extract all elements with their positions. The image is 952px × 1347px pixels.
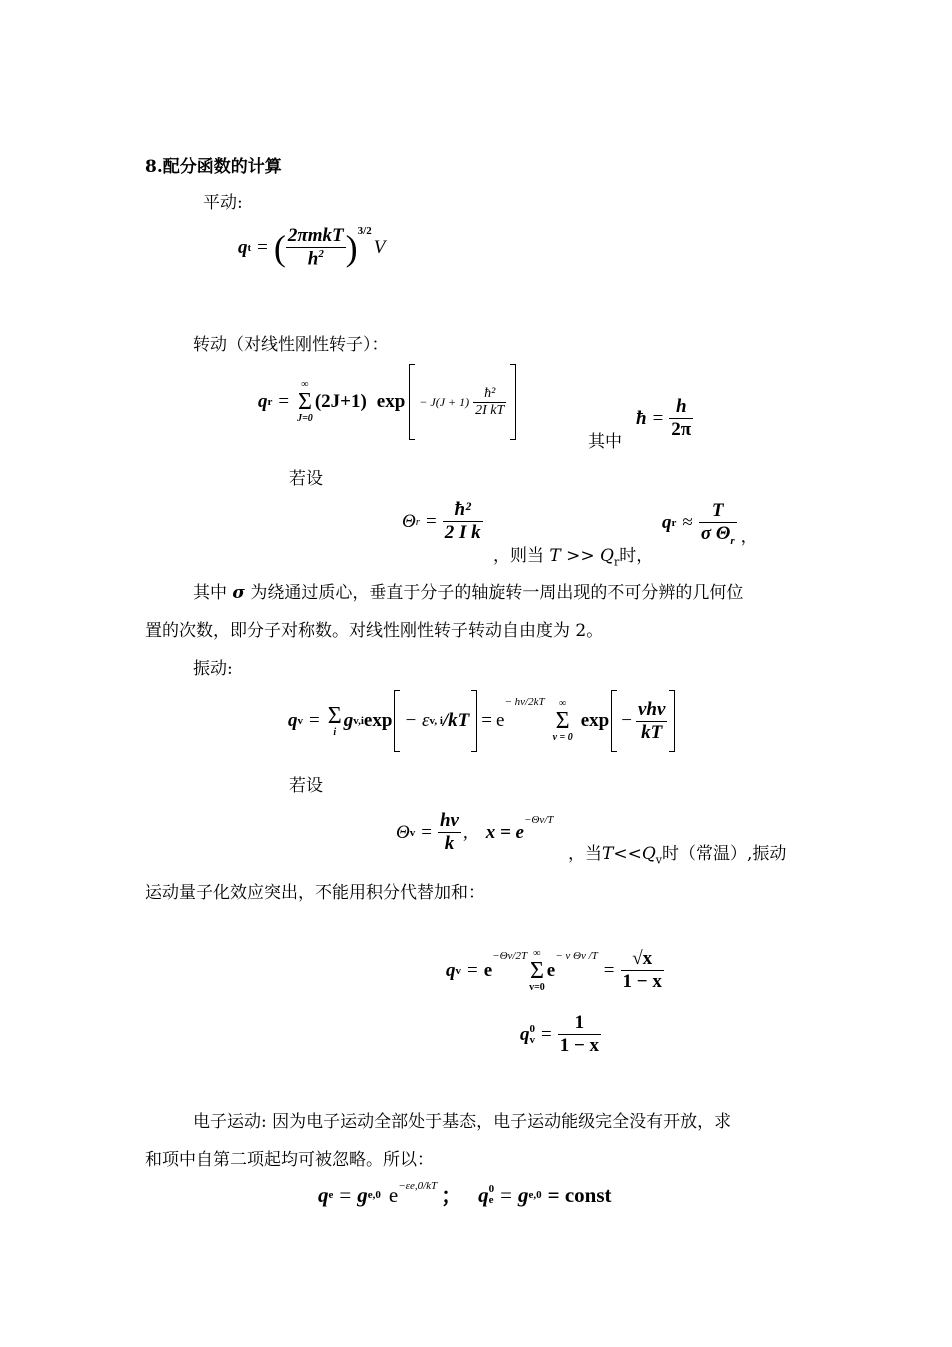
kT: /kT [442, 710, 470, 731]
g-sub: v,i [353, 715, 364, 727]
g-sub: e,0 [367, 1189, 381, 1201]
approx-den-sub: r [730, 534, 735, 547]
paragraph-line: 置的次数，即分子对称数。对线性刚性转子转动自由度为 2。 [145, 621, 604, 641]
e-exponent: − v Θv /T [555, 950, 598, 962]
e-exponent: − hv/2kT [504, 696, 545, 708]
q-symbol: q [238, 236, 248, 258]
paragraph-line: 和项中自第二项起均可被忽略。所以： [145, 1150, 434, 1170]
sigma-symbol: σ [232, 583, 245, 603]
sum-bottom: v=0 [529, 981, 545, 993]
translation-label: 平动: [203, 193, 243, 213]
g-symbol: g [343, 710, 354, 731]
one-minus-x: 1 − x [559, 1035, 600, 1056]
q-symbol: q [478, 1182, 489, 1207]
cond-Q: Q [641, 844, 656, 864]
suppose-label: 若设 [289, 469, 323, 489]
q-sup: 0 [529, 1022, 535, 1035]
x-definition: x = e [485, 821, 524, 843]
exp-label: exp [363, 710, 393, 731]
theta-symbol: Θ [402, 510, 416, 532]
cond-T: T [602, 844, 614, 864]
cond-text: 时（常温）,振动 [662, 844, 787, 864]
vibration-sum-formula: q v = e $^{-\Theta v/2T}$ ∞ Σ v=0 e $^{- v \Theta v /T}$ = $\frac{√x}{1 - x}$ [446, 947, 662, 993]
cond-sub: v [655, 853, 662, 867]
one: 1 [558, 1012, 601, 1035]
e-symbol: e [546, 959, 556, 981]
hbar-definition: ħ = $\frac{h}{2\pi}$ [636, 396, 692, 440]
right-bracket [510, 364, 516, 440]
q-symbol: q [520, 1023, 530, 1045]
g-sub: e,0 [528, 1189, 542, 1201]
qr-approximation: q r ≈ $\frac{T}{\sigma \Theta_r}$ ， [662, 500, 758, 547]
sum-top: ∞ [559, 698, 567, 709]
e-symbol: e [388, 1182, 399, 1207]
theta-symbol: Θ [396, 821, 410, 843]
e-exponent: −Θv/2T [492, 950, 528, 962]
q-symbol: q [662, 512, 672, 534]
sum-operator: ∞ Σ v=0 [529, 947, 545, 993]
den-exp: 2 [318, 248, 324, 260]
cond-when: 时， [619, 546, 654, 566]
sum-top: ∞ [533, 947, 541, 959]
vibration-condition [568, 839, 786, 866]
cond-op: >> [560, 546, 601, 566]
left-bracket [611, 690, 617, 752]
q-sub: e [488, 1194, 494, 1206]
cond-text: ，当 [568, 844, 602, 864]
q-sub: r [671, 517, 677, 530]
where-label: 其中 [588, 432, 622, 452]
rotation-condition [493, 541, 653, 568]
left-bracket [409, 364, 415, 440]
theta-num: ħ² [443, 499, 483, 522]
arg-denominator: 2I kT [475, 402, 505, 418]
q-sub: v [529, 1033, 535, 1046]
denominator: h [307, 248, 319, 270]
left-paren: ( [273, 227, 286, 268]
one-minus-x: 1 − x [622, 971, 662, 992]
degeneracy-term: (2J+1) [314, 391, 367, 412]
epsilon-sub: v, i [429, 715, 443, 727]
theta-num: hv [439, 810, 459, 831]
sum-operator: ∞ Σ J=0 [297, 379, 313, 424]
translation-formula: q t = ( $\frac{\text{2πmkT}}{h^2}$ ) $^{3/2}$ V [238, 225, 386, 270]
arg-numerator: ħ² [473, 386, 506, 403]
e-symbol: e [496, 710, 505, 731]
sum-operator: ∞ Σ v = 0 [552, 698, 573, 743]
epsilon: − ε [404, 710, 430, 731]
q-sub: v [297, 715, 303, 727]
right-bracket [471, 690, 477, 752]
theta-sub: v [409, 826, 416, 839]
cond-T: T [549, 546, 561, 566]
e-symbol: e [483, 959, 493, 981]
approx-num: T [699, 500, 737, 523]
q-symbol: q [318, 1182, 329, 1207]
arg-prefix: − J(J + 1) [419, 394, 470, 409]
rotation-formula: q r = ∞ Σ J=0 (2J+1) exp − J(J + 1) $\frac{\text{ħ²}}{\text{2I kT}}$ [258, 364, 516, 440]
numerator: 2πmkT [287, 225, 344, 246]
then-text: ，则当 [493, 546, 544, 566]
hbar-symbol: ħ [636, 407, 647, 429]
paragraph-line: 电子运动: 因为电子运动全部处于基态，电子运动能级完全没有开放，求 [193, 1112, 732, 1132]
minus: − [621, 710, 632, 731]
sum-bottom: v = 0 [552, 732, 573, 743]
q-sub: r [267, 396, 273, 408]
paragraph-line [193, 578, 743, 603]
q-symbol: q [288, 710, 298, 731]
q-symbol: q [258, 391, 268, 412]
theta-v-definition: Θ v = $\frac{hv}{k}$ , x = e $^{-\Theta v/T}$ [396, 810, 554, 854]
para-text: 为绕通过质心，垂直于分子的轴旋转一周出现的不可分辨的几何位 [250, 583, 744, 603]
sum-bottom: i [333, 727, 337, 738]
e-exponent: −εe,0/kT [398, 1180, 438, 1192]
exp-label: exp [376, 391, 406, 412]
separator: ； [441, 1184, 463, 1208]
q-symbol: q [446, 959, 456, 981]
q-sub: t [247, 241, 252, 254]
exp-label: exp [580, 710, 610, 731]
sum-bottom: J=0 [297, 413, 313, 424]
vibration-label: 振动: [193, 659, 233, 679]
right-bracket [669, 690, 675, 752]
theta-sub: r [415, 515, 421, 528]
theta-r-definition: Θ r = $\frac{\text{ħ²}}{\text{2 I k}}$ [402, 499, 481, 543]
cond-sub: r [613, 555, 620, 569]
section-title: 8.配分函数的计算 [145, 157, 282, 177]
theta-den: 2 I k [444, 522, 481, 543]
right-paren: ) [345, 227, 358, 268]
cond-op: << [613, 844, 642, 864]
paragraph-line: 运动量子化效应突出，不能用积分代替加和： [145, 883, 485, 903]
hbar-num: h [669, 396, 693, 419]
hbar-den: 2π [671, 419, 692, 440]
sum-top: ∞ [301, 379, 309, 390]
q-sub: v [455, 964, 461, 977]
volume: V [373, 236, 386, 258]
approx-end: ， [740, 526, 758, 546]
para-text: 其中 [193, 583, 227, 603]
sum-operator: Σ i [327, 703, 342, 738]
rotation-label: 转动（对线性刚性转子）： [193, 335, 389, 355]
vibration-formula: q v = Σ i g v,i exp − ε v, i /kT = e − hv/2kT ∞ Σ v = 0 exp − $\frac{\text{vhv}}{kT}$ [288, 690, 675, 752]
q-sup: 0 [488, 1183, 495, 1195]
theta-den: k [444, 833, 455, 854]
vib-num: vhv [637, 698, 666, 720]
vib-den: kT [641, 721, 663, 743]
const-value: = const [547, 1182, 612, 1207]
g-symbol: g [518, 1182, 529, 1207]
vibration-ground-formula: q 0 v = $\frac{1}{1 - x}$ [520, 1012, 600, 1056]
electronic-formula: q e = g e,0 e $^{-\varepsilon e,0/kT}$ ； q 0 e = g e,0 = const [318, 1180, 612, 1208]
g-symbol: g [357, 1182, 368, 1207]
cond-Q: Q [600, 546, 614, 566]
approx-den: σ Θ [700, 523, 731, 544]
exponent: 3/2 [357, 225, 372, 237]
sqrt-x: √x [621, 948, 664, 971]
q-sub: e [328, 1189, 334, 1201]
left-bracket [394, 690, 400, 752]
suppose-label: 若设 [289, 776, 323, 796]
x-exponent: −Θv/T [523, 814, 554, 826]
